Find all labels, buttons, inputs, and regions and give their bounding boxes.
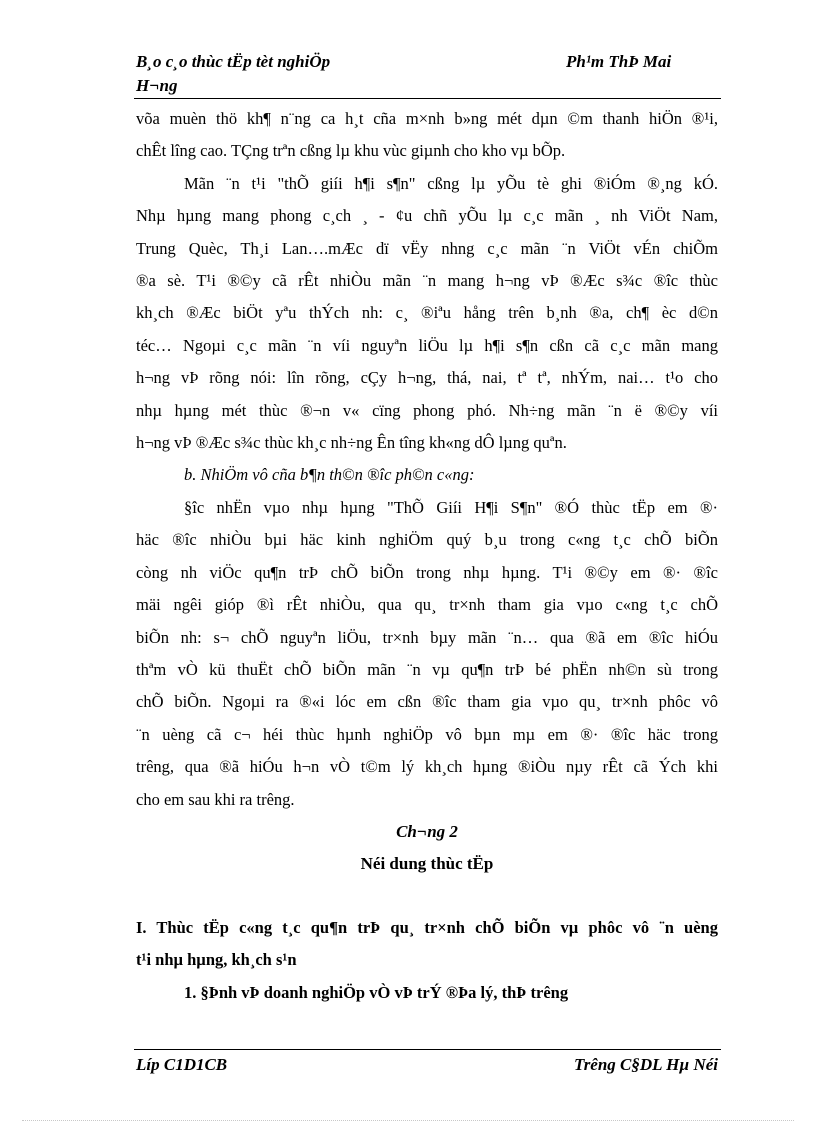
text-line: téc… Ngoµi c¸c mãn ¨n víi nguyªn liÖu lµ h¶i s¶n cßn cã c¸c mãn mang	[136, 335, 718, 355]
text-line: võa muèn thö kh¶ n¨ng ca h¸t cña m×nh b»ng mét dµn ©m thanh hiÖn ®¹i,	[136, 109, 718, 128]
header-divider	[134, 98, 721, 99]
footer-divider	[134, 1049, 721, 1050]
text-line: Nhµ hµng mang phong c¸ch ¸ - ¢u chñ yÕu lµ c¸c mãn ¸ nh ViÖt Nam,	[136, 206, 718, 226]
text-line: §îc nhËn vµo nhµ hµng "ThÕ Giíi H¶i S¶n" ®Ó thùc tËp em ®·	[184, 497, 718, 517]
paragraph-3	[136, 492, 718, 816]
text-line: thªm vÒ kü thuËt chÕ biÕn mãn ¨n vµ qu¶n trÞ bé phËn nh©n sù trong	[136, 659, 718, 679]
text-line: chÊt lîng cao. TÇng trªn cßng lµ khu vùc giµnh cho kho vµ bÕp.	[136, 141, 566, 161]
header-title-line1: B¸o c¸o thùc tËp tèt nghiÖp	[136, 52, 331, 71]
text-line: kh¸ch ®Æc biÖt yªu thÝch nh: c¸ ®iªu hång trên b¸nh ®a, ch¶ èc d©n	[136, 303, 718, 323]
text-line: häc ®îc nhiÒu bµi häc kinh nghiÖm quý b¸u trong c«ng t¸c chÕ biÕn	[136, 530, 718, 550]
text-line: h¬ng vÞ ®Æc s¾c thùc kh¸c nh÷ng Ên tîng kh«ng dÔ lµng quªn.	[136, 433, 567, 453]
header-report-title	[136, 50, 436, 98]
text-line: trêng, qua ®ã hiÓu h¬n vÒ t©m lý kh¸ch hµng ®iÒu nµy rÊt cã Ých khi	[136, 757, 718, 777]
footer-class: Líp C1D1CB	[136, 1055, 228, 1074]
text-line: t¹i nhµ hµng, kh¸ch s¹n	[136, 950, 297, 970]
document-body	[136, 103, 718, 1009]
text-line: biÕn nh: s¬ chÕ nguyªn liÖu, tr×nh bµy mãn ¨n… qua ®ã em ®îc hiÓu	[136, 627, 718, 647]
chapter-title: Néi dung thùc tËp	[360, 853, 494, 873]
section-heading	[136, 912, 718, 977]
text-line: ¨n uèng cã c¬ héi thùc hµnh nghiÖp vô bµn mµ em ®· ®îc häc trong	[136, 724, 718, 744]
chapter-label: Ch¬ng 2	[396, 821, 458, 841]
text-line: ®a sè. T¹i ®©y cã rÊt nhiÒu mãn ¨n mang h¬ng vÞ ®Æc s¾c ®îc thùc	[136, 271, 718, 291]
subsection-heading-1: 1. §Þnh vÞ doanh nghiÖp vÒ vÞ trÝ ®Þa lý, thÞ trêng	[184, 982, 569, 1002]
text-line: I. Thùc tËp c«ng t¸c qu¶n trÞ qu¸ tr×nh chÕ biÕn vµ phôc vô ¨n uèng	[136, 917, 718, 937]
header-author: Ph¹m ThÞ Mai	[566, 52, 672, 71]
text-line: nhµ hµng mét thùc ®¬n v« cïng phong phó. Nh÷ng mãn ¨n ë ®©y víi	[136, 400, 718, 420]
text-line: cho em sau khi ra trêng.	[136, 789, 295, 809]
text-line: Trung Quèc, Th¸i Lan….mÆc dï vËy nhng c¸c mãn ¨n ViÖt vÉn chiÕm	[136, 238, 718, 258]
paragraph-2	[136, 168, 718, 460]
spacer	[136, 880, 718, 912]
text-line: chÕ biÕn. Ngoµi ra ®«i lóc em cßn ®îc tham gia vµo qu¸ tr×nh phôc vô	[136, 692, 718, 712]
text-line: mäi ngêi gióp ®ì rÊt nhiÒu, qua qu¸ tr×nh tham gia vµo c«ng t¸c chÕ	[136, 595, 718, 615]
text-line: còng nh viÖc qu¶n trÞ chÕ biÕn trong nhµ hµng. T¹i ®©y em ®· ®îc	[136, 562, 718, 582]
page-bottom-border	[22, 1120, 794, 1121]
subsection-heading: b. NhiÖm vô cña b¶n th©n ®îc ph©n c«ng:	[184, 465, 475, 485]
paragraph-1	[136, 103, 718, 168]
header-title-line2: H¬ng	[136, 76, 178, 95]
footer-school: Trêng C§DL Hµ Néi	[573, 1055, 718, 1074]
text-line: Mãn ¨n t¹i "thÕ giíi h¶i s¶n" cßng lµ yÕu tè ghi ®iÓm ®¸ng kÓ.	[184, 173, 718, 193]
text-line: h¬ng vÞ rõng nói: lîn rõng, cÇy h¬ng, thá, nai, tª tª, nhÝm, nai… t¹o cho	[136, 368, 718, 388]
